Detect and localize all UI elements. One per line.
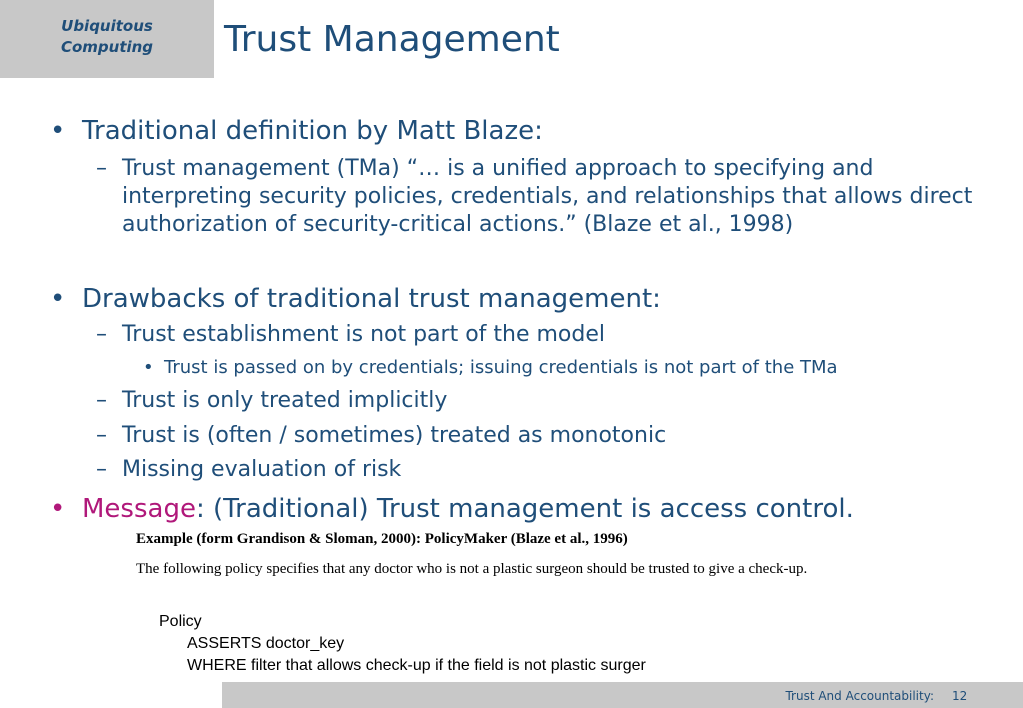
code-line: ASSERTS doctor_key [187, 635, 345, 652]
bullet-definition: Traditional definition by Matt Blaze: [82, 116, 543, 146]
drawback-item: Trust is only treated implicitly [122, 388, 448, 413]
dash-marker: – [96, 423, 107, 448]
dash-marker: – [96, 322, 107, 347]
course-label-line1: Ubiquitous [61, 17, 153, 35]
course-label [0, 16, 214, 58]
bullet-marker: • [143, 357, 154, 378]
dash-marker: – [96, 156, 107, 181]
drawback-subitem: Trust is passed on by credentials; issuing credentials is not part of the TMa [164, 357, 838, 378]
message-text: : (Traditional) Trust management is access control. [195, 494, 854, 524]
bullet-marker: • [50, 494, 66, 524]
bullet-drawbacks: Drawbacks of traditional trust management: [82, 284, 661, 314]
drawback-item: Trust establishment is not part of the model [122, 322, 606, 347]
bullet-message [82, 493, 854, 525]
drawback-item: Trust is (often / sometimes) treated as monotonic [122, 423, 667, 448]
dash-marker: – [96, 388, 107, 413]
dash-marker: – [96, 457, 107, 482]
message-highlight: Message [82, 494, 196, 524]
code-line: Policy [159, 613, 202, 630]
example-body: The following policy specifies that any doctor who is not a plastic surgeon should be trusted to give a check-up. [136, 561, 808, 577]
drawback-item: Missing evaluation of risk [122, 457, 402, 482]
course-label-line2: Computing [60, 38, 154, 56]
slide-title: Trust Management [224, 19, 560, 60]
example-title: Example (form Grandison & Sloman, 2000): PolicyMaker (Blaze et al., 1996) [136, 531, 628, 547]
bullet-marker: • [50, 116, 66, 146]
footer-label: Trust And Accountability: [785, 689, 934, 703]
definition-quote: Trust management (TMa) “… is a unified approach to specifying and interpreting security policies, credentials, and relationships that allows direct authorization of security-critical actions.” (Blaze et al., 1998) [122, 156, 973, 237]
bullet-marker: • [50, 284, 66, 314]
code-line: WHERE filter that allows check-up if the field is not plastic surger [187, 657, 646, 674]
page-number: 12 [952, 689, 968, 703]
